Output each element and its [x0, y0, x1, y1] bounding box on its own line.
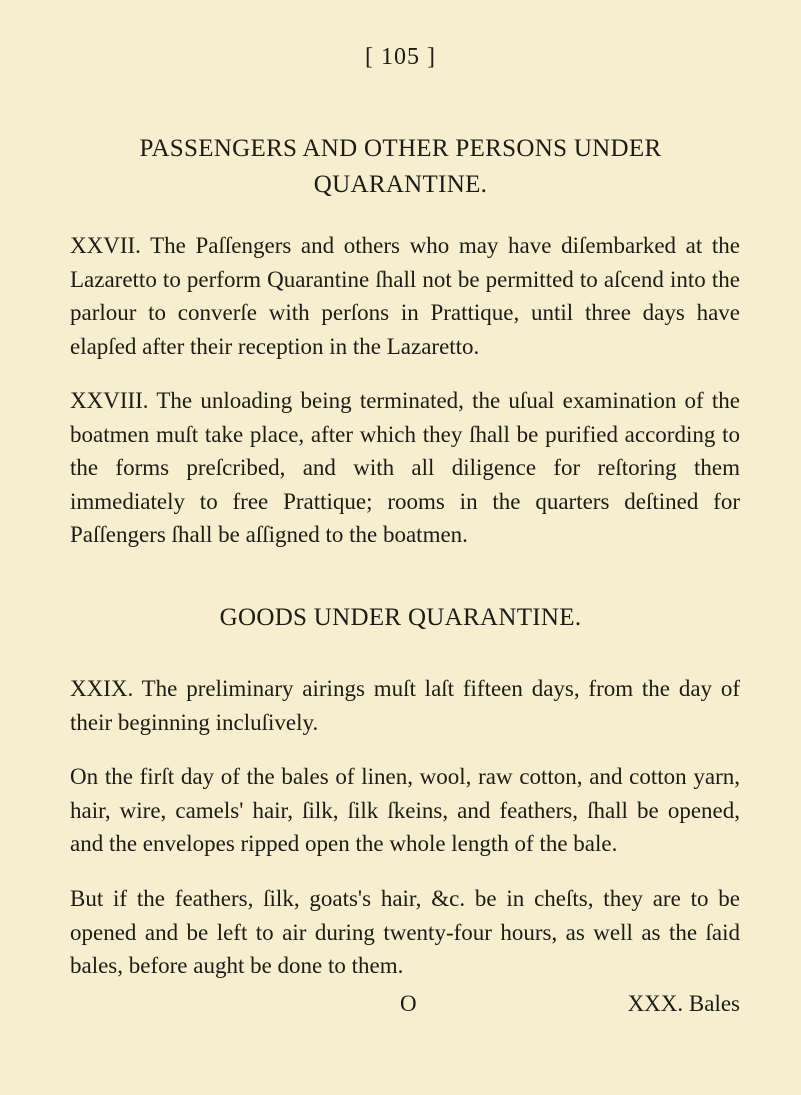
article-xxvii: XXVII. The Paſſengers and others who may have diſembarked at the Lazaretto to perform Quarantine ſhall not be permitted to aſcend into the parlour to converſe with perſons in Prattique, until three days have elapſed after their reception in the Lazaretto.: [70, 233, 740, 359]
signature-mark: O: [400, 991, 417, 1016]
paragraph-feathers-chests: But if the feathers, ſilk, goats's hair, &c. be in cheſts, they are to be opened and be left to air during twenty-four hours, as well as the ſaid bales, before aught be done to them.: [70, 886, 740, 979]
section-heading-goods: GOODS UNDER QUARANTINE.: [219, 604, 582, 631]
page-footer: [70, 987, 740, 1021]
paragraph-first-day-bales: On the firſt day of the bales of linen, wool, raw cotton, and cotton yarn, hair, wire, camels' hair, ſilk, ſilk ſkeins, and feathers, ſhall be opened, and the envelopes ripped open the whole length of the bale.: [70, 764, 740, 857]
article-xxviii: XXVIII. The unloading being terminated, the uſual examination of the boatmen muſt take place, after which they ſhall be purified according to the forms preſcribed, and with all diligence for reſtoring them immediately to free Prattique; rooms in the quarters deſtined for Paſſengers ſhall be aſſigned to the boatmen.: [70, 388, 740, 548]
article-xxix: XXIX. The preliminary airings muſt laſt fifteen days, from the day of their beginning incluſively.: [70, 676, 740, 735]
catchword: XXX. Bales: [627, 991, 740, 1016]
page-number: [ 105 ]: [365, 44, 436, 70]
section-heading-passengers: PASSENGERS AND OTHER PERSONS UNDER QUARANTINE.: [139, 135, 662, 198]
